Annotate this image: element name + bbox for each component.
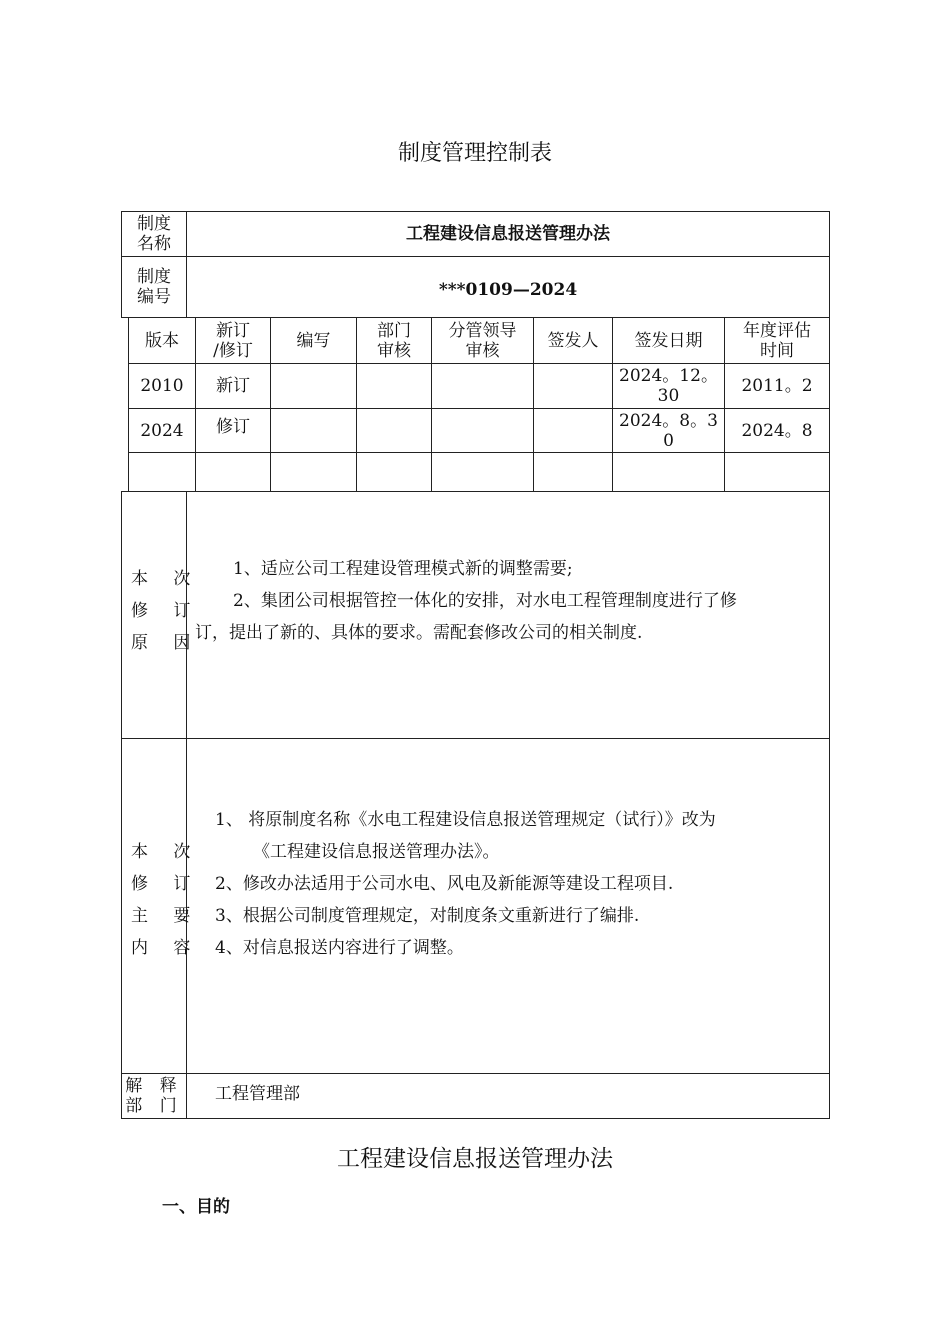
- col-header-eval-time: [725, 318, 829, 363]
- content-line: 《工程建设信息报送管理办法》。: [253, 842, 500, 862]
- date-line: 2024。8。3: [619, 410, 718, 431]
- interpret-value: 工程管理部: [215, 1084, 300, 1104]
- label-line: 编号: [137, 287, 171, 307]
- label-line: 主 要: [131, 906, 201, 926]
- section-heading: 一、目的: [162, 1197, 230, 1217]
- label-line: 制度: [137, 214, 171, 234]
- reason-line: 订，提出了新的、具体的要求。需配套修改公司的相关制度.: [195, 623, 643, 643]
- header-line: 审核: [465, 340, 500, 361]
- document-title: 工程建设信息报送管理办法: [337, 1146, 613, 1172]
- table-cell-version: 2010: [140, 376, 184, 396]
- table-cell-issue-date: [613, 409, 724, 452]
- table-cell-leader-review: [432, 364, 533, 408]
- table-cell-eval-time: 2024。8: [741, 420, 813, 441]
- col-header-version: [129, 318, 195, 363]
- content-line: 4、对信息报送内容进行了调整。: [215, 938, 464, 958]
- header-line: 分管领导: [448, 320, 517, 341]
- header-line: 签发日期: [634, 330, 703, 351]
- page-title: 制度管理控制表: [397, 141, 552, 166]
- date-line: 30: [657, 386, 680, 406]
- reason-text: [195, 553, 825, 649]
- table-cell-type: [196, 453, 270, 491]
- col-header-dept-review: [357, 318, 431, 363]
- label-line: 制度: [137, 267, 171, 287]
- label-line: 修 订: [131, 601, 201, 621]
- content-line: 1、 将原制度名称《水电工程建设信息报送管理规定（试行）》改为: [215, 810, 716, 830]
- date-line: 2024。12。: [619, 366, 718, 386]
- table-cell-issue-date: [613, 364, 724, 408]
- table-border: [121, 491, 122, 1119]
- table-cell-dept-review: [357, 409, 431, 452]
- label-line: 原 因: [131, 633, 201, 653]
- header-line: 审核: [377, 340, 411, 361]
- col-header-issue-date: [613, 318, 724, 363]
- table-border: [121, 1118, 830, 1119]
- table-cell-author: [271, 409, 356, 452]
- reason-line: 2、集团公司根据管控一体化的安排，对水电工程管理制度进行了修: [233, 591, 737, 611]
- table-cell-eval-time: 2011。2: [741, 376, 813, 396]
- reason-label: [131, 563, 200, 659]
- name-label: [122, 212, 186, 256]
- col-header-issuer: [534, 318, 612, 363]
- code-value: ***0109—2024: [438, 280, 578, 300]
- content-text: [215, 804, 825, 964]
- table-cell-version: [129, 453, 195, 491]
- label-line: 本 次: [131, 569, 201, 589]
- table-cell-version: 2024: [140, 420, 184, 441]
- content-line: 3、根据公司制度管理规定，对制度条文重新进行了编排.: [215, 906, 640, 926]
- header-line: 部门: [377, 320, 411, 341]
- content-label: [131, 836, 200, 964]
- interpret-label: [122, 1074, 186, 1118]
- table-border: [829, 211, 830, 1119]
- table-cell-type: 修订: [216, 416, 250, 437]
- table-cell-type: 新订: [216, 376, 250, 396]
- date-line: 0: [663, 430, 674, 451]
- table-cell-issuer: [534, 409, 612, 452]
- label-line: 本 次: [131, 842, 201, 862]
- col-header-author: [271, 318, 356, 363]
- table-cell-author: [271, 364, 356, 408]
- reason-line: 1、适应公司工程建设管理模式新的调整需要;: [233, 559, 573, 579]
- table-cell-leader-review: [432, 409, 533, 452]
- header-line: 编写: [296, 330, 331, 351]
- header-line: 年度评估: [743, 320, 811, 341]
- table-cell-dept-review: [357, 364, 431, 408]
- label-line: 部 门: [125, 1096, 183, 1116]
- code-label: [122, 257, 186, 317]
- label-line: 修 订: [131, 874, 201, 894]
- header-line: 时间: [760, 340, 794, 361]
- label-line: 名称: [137, 234, 171, 254]
- header-line: /修订: [213, 340, 253, 361]
- table-divider: [121, 1073, 830, 1074]
- col-header-leader-review: [432, 318, 533, 363]
- table-cell-issuer: [534, 364, 612, 408]
- table-divider: [121, 256, 830, 257]
- header-line: 新订: [216, 320, 250, 341]
- name-value: 工程建设信息报送管理办法: [406, 224, 610, 244]
- col-header-type: [196, 318, 270, 363]
- header-line: 签发人: [547, 330, 599, 351]
- content-line: 2、修改办法适用于公司水电、风电及新能源等建设工程项目.: [215, 874, 674, 894]
- label-line: 解 释: [125, 1076, 183, 1096]
- label-line: 内 容: [131, 938, 201, 958]
- table-divider: [121, 738, 830, 739]
- header-line: 版本: [145, 330, 179, 351]
